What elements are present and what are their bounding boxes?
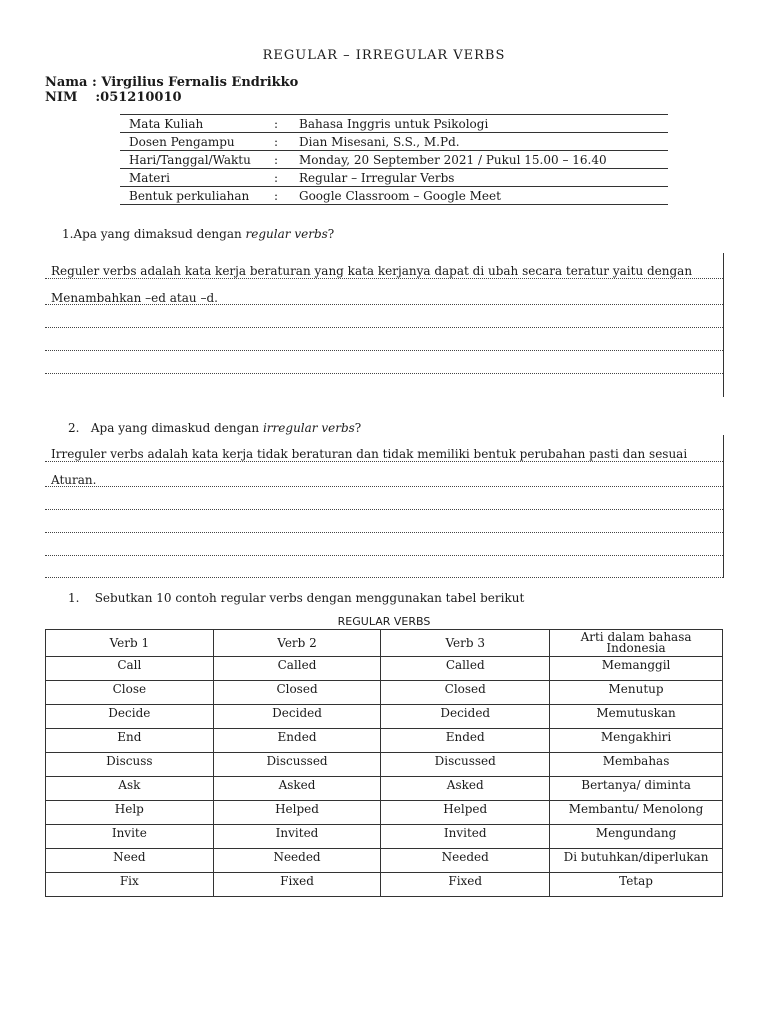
nim-value: :051210010 [95, 90, 182, 105]
table-cell: Need [46, 849, 214, 873]
table-row [46, 873, 723, 897]
column-header: Verb 1 [46, 630, 214, 657]
info-key: Mata Kuliah [120, 115, 274, 133]
info-row [120, 169, 668, 187]
ruled-line [45, 327, 723, 328]
question-2-prefix: 2. Apa yang dimaskud dengan [68, 421, 263, 435]
info-row [120, 133, 668, 151]
ruled-line [45, 461, 723, 462]
ruled-line [45, 532, 723, 533]
info-value: Dian Misesani, S.S., M.Pd. [290, 133, 668, 151]
ruled-line [45, 509, 723, 510]
table-cell: Ask [46, 777, 214, 801]
table-row [46, 657, 723, 681]
regular-verbs-table [45, 629, 723, 897]
table-cell: Help [46, 801, 214, 825]
table-cell: Asked [381, 777, 550, 801]
table-cell: Mengundang [550, 825, 723, 849]
page-title: REGULAR – IRREGULAR VERBS [262, 48, 506, 63]
answer-1-line-1: Reguler verbs adalah kata kerja beraturan yang kata kerjanya dapat di ubah secara teratur yaitu dengan [51, 264, 693, 278]
table-cell: Called [381, 657, 550, 681]
table-row [46, 801, 723, 825]
table-row [46, 753, 723, 777]
question-2 [68, 421, 361, 435]
ruled-line [45, 486, 723, 487]
table-cell: Mengakhiri [550, 729, 723, 753]
info-row [120, 187, 668, 205]
ruled-line [45, 350, 723, 351]
table-row [46, 849, 723, 873]
table-cell: Decided [381, 705, 550, 729]
question-3: 1. Sebutkan 10 contoh regular verbs dengan menggunakan tabel berikut [68, 591, 525, 605]
table-cell: Invited [381, 825, 550, 849]
student-name: Nama : Virgilius Fernalis Endrikko [45, 75, 299, 90]
answer-1-line-2: Menambahkan –ed atau –d. [51, 291, 218, 305]
question-2-term: irregular verbs [262, 421, 355, 435]
info-value: Monday, 20 September 2021 / Pukul 15.00 – 16.40 [290, 151, 668, 169]
answer-2-line-2: Aturan. [51, 473, 97, 487]
info-key: Dosen Pengampu [120, 133, 274, 151]
column-header: Verb 2 [213, 630, 381, 657]
answer-box-2 [45, 435, 724, 578]
question-1-term: regular verbs [245, 227, 328, 241]
ruled-line [45, 577, 723, 578]
question-2-suffix: ? [354, 421, 362, 435]
question-1 [62, 227, 334, 241]
ruled-line [45, 373, 723, 374]
table-cell: Decided [213, 705, 381, 729]
table-cell: Bertanya/ diminta [550, 777, 723, 801]
table-cell: Memutuskan [550, 705, 723, 729]
table-row [46, 777, 723, 801]
table-row [46, 825, 723, 849]
info-value: Google Classroom – Google Meet [290, 187, 668, 205]
table-cell: Discuss [46, 753, 214, 777]
info-key: Hari/Tanggal/Waktu [120, 151, 274, 169]
info-value: Regular – Irregular Verbs [290, 169, 668, 187]
table-cell: Memanggil [550, 657, 723, 681]
table-cell: Needed [381, 849, 550, 873]
course-info-table [120, 114, 668, 205]
info-sep: : [274, 133, 290, 151]
table-cell: Fixed [381, 873, 550, 897]
info-row [120, 151, 668, 169]
table-cell: Discussed [381, 753, 550, 777]
info-sep: : [274, 169, 290, 187]
table-row [46, 705, 723, 729]
table-cell: End [46, 729, 214, 753]
table-cell: Asked [213, 777, 381, 801]
table-cell: Fix [46, 873, 214, 897]
table-cell: Helped [381, 801, 550, 825]
info-key: Bentuk perkuliahan [120, 187, 274, 205]
student-nim [45, 90, 182, 105]
table-cell: Helped [213, 801, 381, 825]
ruled-line [45, 304, 723, 305]
info-sep: : [274, 151, 290, 169]
table-cell: Close [46, 681, 214, 705]
ruled-line [45, 278, 723, 279]
column-header: Arti dalam bahasa Indonesia [550, 630, 723, 657]
table-caption: REGULAR VERBS [337, 615, 431, 628]
info-sep: : [274, 187, 290, 205]
question-1-suffix: ? [327, 227, 335, 241]
table-cell: Closed [381, 681, 550, 705]
nim-label: NIM [45, 90, 78, 105]
info-row [120, 115, 668, 133]
table-cell: Tetap [550, 873, 723, 897]
answer-2-line-1: Irreguler verbs adalah kata kerja tidak beraturan dan tidak memiliki bentuk perubahan pasti dan sesuai [51, 447, 688, 461]
table-cell: Needed [213, 849, 381, 873]
table-cell: Menutup [550, 681, 723, 705]
table-cell: Closed [213, 681, 381, 705]
table-cell: Discussed [213, 753, 381, 777]
info-sep: : [274, 115, 290, 133]
table-cell: Called [213, 657, 381, 681]
table-cell: Fixed [213, 873, 381, 897]
table-row [46, 681, 723, 705]
column-header: Verb 3 [381, 630, 550, 657]
table-cell: Membantu/ Menolong [550, 801, 723, 825]
info-key: Materi [120, 169, 274, 187]
table-cell: Membahas [550, 753, 723, 777]
table-row [46, 729, 723, 753]
table-cell: Ended [381, 729, 550, 753]
ruled-line [45, 555, 723, 556]
table-header-row [46, 630, 723, 657]
table-cell: Di butuhkan/diperlukan [550, 849, 723, 873]
table-cell: Decide [46, 705, 214, 729]
table-cell: Invite [46, 825, 214, 849]
question-1-prefix: 1.Apa yang dimaksud dengan [62, 227, 246, 241]
answer-box-1 [45, 253, 724, 397]
table-cell: Call [46, 657, 214, 681]
info-value: Bahasa Inggris untuk Psikologi [290, 115, 668, 133]
table-cell: Ended [213, 729, 381, 753]
table-cell: Invited [213, 825, 381, 849]
